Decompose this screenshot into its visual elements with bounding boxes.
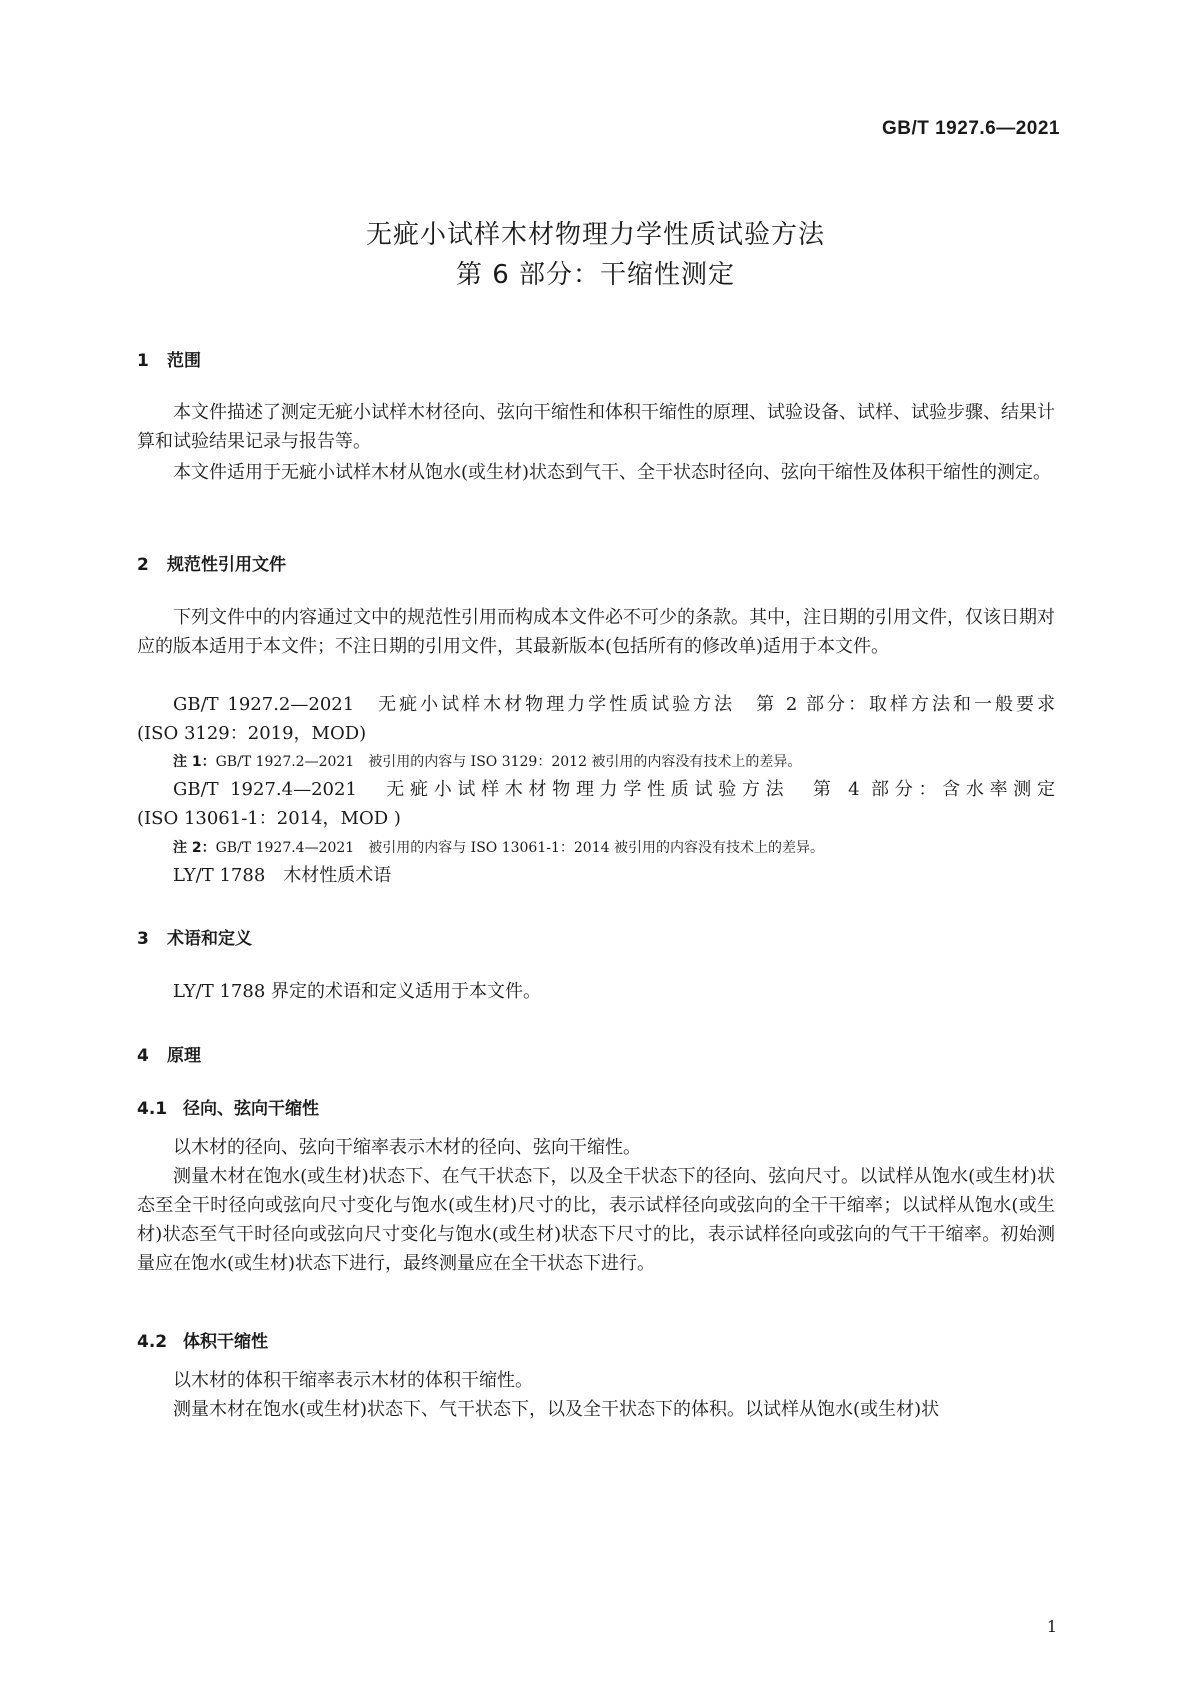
note-label: 注 1： [173, 754, 216, 770]
paragraph: LY/T 1788 界定的术语和定义适用于本文件。 [173, 981, 542, 1002]
paragraph: 本文件适用于无疵小试样木材从饱水(或生材)状态到气干、全干状态时径向、弦向干缩性及体积干缩性的测定。 [173, 462, 1052, 483]
reference-line: (ISO 13061-1：2014，MOD ) [137, 808, 401, 829]
paragraph: 以木材的体积干缩率表示木材的体积干缩性。 [173, 1370, 533, 1391]
section-title: 术语和定义 [167, 929, 252, 949]
paragraph: 下列文件中的内容通过文中的规范性引用而构成本文件必不可少的条款。其中，注日期的引用文件，仅该日期对应的版本适用于本文件；不注日期的引用文件，其最新版本(包括所有的修改单)适用于本文件。 [137, 607, 1055, 657]
section-number: 4 [137, 1046, 149, 1066]
section-heading-principle [137, 1041, 201, 1066]
reference-line: (ISO 3129：2019，MOD) [137, 723, 367, 744]
document-subtitle: 第 6 部分：干缩性测定 [455, 260, 736, 290]
paragraph: 以木材的径向、弦向干缩率表示木材的径向、弦向干缩性。 [173, 1137, 641, 1158]
document-title: 无疵小试样木材物理力学性质试验方法 [365, 220, 825, 250]
section-heading-scope [137, 346, 201, 371]
subsection-title: 径向、弦向干缩性 [183, 1099, 319, 1119]
paragraph: 测量木材在饱水(或生材)状态下、气干状态下，以及全干状态下的体积。以试样从饱水(或生材)状 [173, 1399, 940, 1420]
subsection-heading-volumetric [137, 1327, 268, 1352]
note [173, 751, 801, 771]
reference-line: GB/T 1927.4—2021 无疵小试样木材物理力学性质试验方法 第 4 部分：含水率测定 [173, 779, 1055, 800]
reference-line: GB/T 1927.2—2021 无疵小试样木材物理力学性质试验方法 第 2 部分：取样方法和一般要求 [173, 694, 1055, 715]
paragraph: 本文件描述了测定无疵小试样木材径向、弦向干缩性和体积干缩性的原理、试验设备、试样、试验步骤、结果计算和试验结果记录与报告等。 [137, 402, 1055, 452]
reference-entry [137, 775, 1055, 833]
section-number: 2 [137, 555, 149, 575]
section-number: 3 [137, 929, 149, 949]
paragraph: 测量木材在饱水(或生材)状态下、在气干状态下，以及全干状态下的径向、弦向尺寸。以试样从饱水(或生材)状态至全干时径向或弦向尺寸变化与饱水(或生材)尺寸的比，表示试样径向或弦向的全干干缩率；以试样从饱水(或生材)状态至气干时径向或弦向尺寸变化与饱水(或生材)状态下尺寸的比，表示试样径向或弦向的气干干缩率。初始测量应在饱水(或生材)状态下进行，最终测量应在全干状态下进行。 [137, 1166, 1055, 1274]
subsection-number: 4.2 [137, 1332, 168, 1352]
reference-entry [137, 690, 1055, 748]
note-text: GB/T 1927.4—2021 被引用的内容与 ISO 13061-1：2014 被引用的内容没有技术上的差异。 [215, 840, 824, 856]
section-title: 范围 [167, 351, 201, 371]
page-number: 1 [1046, 1617, 1057, 1636]
subsection-title: 体积干缩性 [183, 1332, 268, 1352]
section-title: 原理 [167, 1046, 201, 1066]
subsection-number: 4.1 [137, 1099, 168, 1119]
section-heading-normative-references [137, 550, 286, 575]
subsection-heading-radial-tangential [137, 1094, 319, 1119]
section-number: 1 [137, 351, 149, 371]
section-heading-terms-definitions [137, 924, 252, 949]
section-title: 规范性引用文件 [167, 555, 286, 575]
note-text: GB/T 1927.2—2021 被引用的内容与 ISO 3129：2012 被引用的内容没有技术上的差异。 [215, 754, 802, 770]
note [173, 837, 824, 857]
reference-entry: LY/T 1788 木材性质术语 [173, 865, 392, 886]
note-label: 注 2： [173, 840, 216, 856]
standard-code: GB/T 1927.6—2021 [881, 118, 1060, 139]
